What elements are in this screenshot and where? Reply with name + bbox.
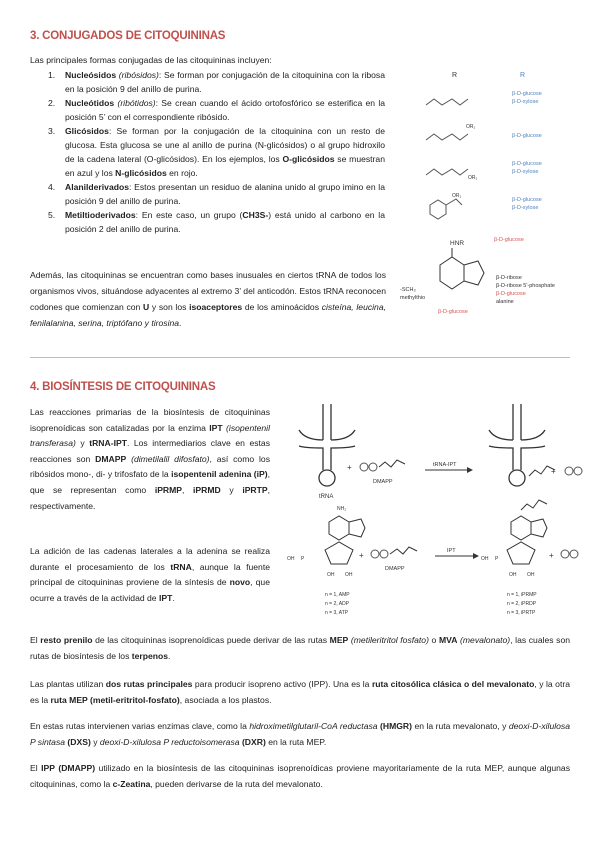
label-oh-right-2: OH [509,572,517,578]
section-divider [30,357,570,358]
reaction-arrowhead-2 [473,553,479,559]
list-item: 5. Metiltioderivados: En este caso, un grupo (CH3S-) está unido al carbono en la posición 2 del anillo de purina. [48,210,385,234]
label-or-2: OR₁ [466,124,476,130]
label-oh-left-2: OH [327,572,335,578]
label-adp: n = 2, ADP [325,601,350,607]
col-r1-label: R [452,72,458,79]
label-glucose-4: β-D-glucose [512,197,542,203]
label-iprdp: n = 2, iPRDP [507,601,537,607]
list-item: 3. Glicósidos: Se forman por la conjugación de la citoquinina con un resto de glucosa. Esta glucosa se une al anillo de purina (N-glicósidos) o al grupo hidroxilo de la cadena lateral (O-glicósidos). En los ejemplos, los O-glicósidos se muestran en azul y los N-glicósidos en rojo. [48,126,385,178]
trna-cloverleaf-left [299,404,355,486]
pp-circle-1a [360,463,368,471]
label-glucose-3: β-D-glucose [512,161,542,167]
label-oh-right-3: OH [527,572,535,578]
label-alanine: alanine [496,299,514,305]
label-p-left: P [301,556,305,562]
list-item: 2. Nucleótidos (ribótidos): Se crean cuando el ácido ortofosfórico se esterifica en la posición 5’ con el correspondiente ribósido. [48,98,386,122]
label-glucose-1: β-D-glucose [512,91,542,97]
ribose-ring-right [507,542,535,564]
label-n-glucose-top: β-D-glucose [494,237,524,243]
label-iprtp: n = 3, iPRTP [507,610,536,616]
label-or-4: OR₁ [452,193,462,199]
label-dmapp-1: DMAPP [373,479,393,485]
biosynthesis-paragraph-6: El IPP (DMAPP) utilizado en la biosíntesis de las citoquininas isoprenoídicas proviene mayoritariamente de la ruta MEP, aunque algunas citoquininas, como la c-Zeatina, pueden derivarse de la ruta del mevalonato. [30,763,571,789]
plus-3: + [359,551,364,560]
plus-4: + [549,551,554,560]
pp-circle-4a [561,550,569,558]
label-ribose: β-D-ribose [496,275,522,281]
label-amp: n = 1, AMP [325,592,350,598]
label-ribose-p: β-D-ribose 5'-phosphate [496,283,555,289]
list-item: 4. Alanilderivados: Estos presentan un residuo de alanina unido al grupo imino en la posición 9 del anillo de purina. [48,182,385,206]
adenine-ring-5 [349,519,365,537]
zeatin-chain-1 [426,99,468,105]
purine-ring-5 [464,261,484,285]
adenine-ring-6 [329,516,349,540]
plus-2: + [551,467,556,476]
label-iprmp: n = 1, iPRMP [507,592,537,598]
purine-ring-6 [440,257,464,289]
label-sch3: -SCH₃ [400,287,416,293]
label-oh-left-3: OH [345,572,353,578]
section4-title: 4. BIOSÍNTESIS DE CITOQUININAS [30,381,216,393]
label-oh-left: OH [287,556,295,562]
dmapp-chain-2 [390,547,417,554]
zeatin-chain-3 [426,169,468,175]
label-xylose-3: β-D-xylose [512,169,539,175]
label-hnr: HNR [450,240,465,247]
prenyl-chain-product [521,500,547,510]
label-p-right: P [495,556,499,562]
biosynthesis-figure [285,400,585,625]
plus-1: + [347,463,352,472]
label-n9-glucose: β-D-glucose [496,291,526,297]
label-glucose-2: β-D-glucose [512,133,542,139]
trna-cloverleaf-right [489,404,545,486]
trna-paragraph: Además, las citoquininas se encuentran como bases inusuales en ciertos tRNA de todos los organismos vivos, situándose adyacentes al extremo 3’ del anticodón. Estos tRNA reconocen codones que comienzan con U y son los isoaceptores de los aminoácidos cisteína, leucina, fenilalanina, serina, triptófano y tirosina. [30,270,386,328]
label-xylose-4: β-D-xylose [512,205,539,211]
pp-circle-4b [570,550,578,558]
list-item: 1. Nucleósidos (ribósidos): Se forman por conjugación de la citoquinina con la ribosa en la posición 9 del anillo de purina. [48,70,385,94]
biosynthesis-paragraph-2: La adición de las cadenas laterales a la adenina se realiza durante el procesamiento de los tRNA, aunque la fuente principal de citoquininas proviene de la síntesis de novo, que ocurre a través de la actividad de IPT. [30,546,271,603]
pp-circle-3b [380,550,388,558]
label-methylthio: methylthio [400,295,426,301]
col-r2-label: R [520,72,526,79]
label-enzyme-ipt: IPT [447,548,456,554]
biosynthesis-paragraph-5: En estas rutas intervienen varias enzimas clave, como la hidroximetilglutaril-CoA reductasa (HMGR) en la ruta mevalonato, y deoxi-D-xilulosa P sintasa (DXS) y deoxi-D-xilulosa P reductoisomerasa (DXR) en la ruta MEP. [30,721,571,747]
biosynthesis-paragraph-1: Las reacciones primarias de la biosíntesis de citoquininas isoprenoídicas son catalizadas por la enzima IPT (isopentenil transferasa) y tRNA-IPT. Los intermediarios clave en estas reacciones son DMAPP (dimetilalil difosfato), así como los ribósidos mono-, di- y trifosfato de la isopentenil adenina (iP), que se representan como iPRMP, iPRMD y iPRTP, respectivamente. [30,407,271,511]
conjugates-list [48,68,385,236]
label-n3-glucose: β-D-glucose [438,309,468,315]
benzyl-link [446,199,462,205]
reaction-arrowhead-1 [467,467,473,473]
ip-ring-5 [531,519,547,537]
label-oh-right: OH [481,556,489,562]
conjugates-figure [400,65,580,345]
pp-circle-1b [369,463,377,471]
label-trna: tRNA [319,494,334,500]
label-atp: n = 3, ATP [325,610,349,616]
pp-circle-2a [565,467,573,475]
ribose-ring-left [325,542,353,564]
label-nh2: NH₂ [337,506,347,512]
pp-circle-3a [371,550,379,558]
biosynthesis-paragraph-4: Las plantas utilizan dos rutas principales para producir isopreno activo (IPP). Una es la ruta citosólica clásica o del mevalonato, y la otra es la ruta MEP (metil-eritritol-fosfato), asociada a los plastos. [30,679,570,705]
benzyl-ring [430,200,446,219]
biosynthesis-paragraph-3: El resto prenilo de las citoquininas isoprenoídicas puede derivar de las rutas MEP (metileritritol fosfato) o MVA (mevalonato), las cuales son rutas de biosíntesis de los terpenos. [30,635,571,661]
label-dmapp-2: DMAPP [385,566,405,572]
section3-intro: Las principales formas conjugadas de las citoquininas incluyen: [30,55,272,65]
label-or-3: OR₁ [468,175,478,181]
label-enzyme-trna-ipt: tRNA-IPT [433,462,457,468]
ip-ring-6 [511,516,531,540]
pp-circle-2b [574,467,582,475]
label-xylose-1: β-D-xylose [512,99,539,105]
zeatin-chain-2 [426,134,468,140]
section3-title: 3. CONJUGADOS DE CITOQUININAS [30,30,226,42]
dmapp-chain-1 [379,460,405,467]
